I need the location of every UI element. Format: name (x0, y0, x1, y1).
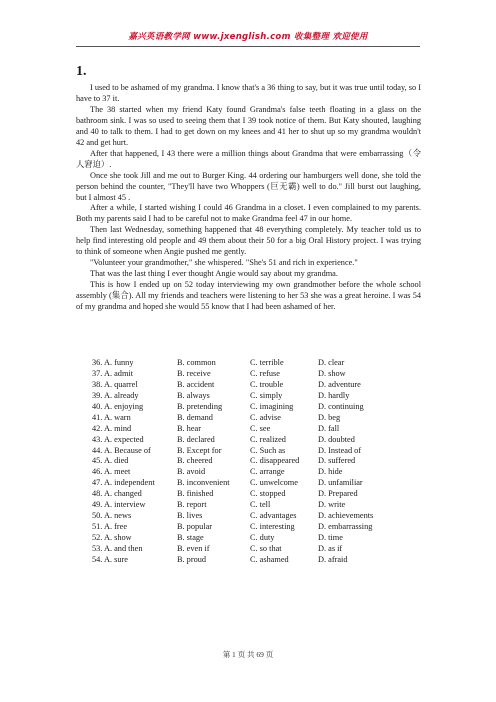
option-a: 47. A. independent (92, 478, 155, 488)
option-d: D. embarrassing (318, 522, 373, 532)
option-row (92, 435, 422, 446)
option-c: C. see (250, 423, 271, 433)
option-c: C. simply (250, 390, 283, 400)
option-c: C. disappeared (250, 456, 300, 466)
option-c: C. arrange (250, 467, 285, 477)
passage-paragraph: Once she took Jill and me out to Burger King. 44 ordering our hamburgers well done, she told the person behind the counter, "They'll have two Whoppers (巨无霸) well to do." Jill burst out laughing, but I almost 45 . (76, 170, 421, 202)
question-number: 1. (76, 64, 87, 79)
header-divider (76, 46, 420, 47)
option-c: C. tell (250, 500, 271, 510)
option-d: D. hardly (318, 390, 350, 400)
option-b: B. stage (177, 533, 204, 542)
option-row (92, 358, 422, 369)
option-c: C. refuse (250, 368, 280, 378)
passage-paragraph: Then last Wednesday, something happened that 48 everything completely. My teacher told us to help find interesting old people and 49 them about their 50 for a big Oral History project. I was trying to think of someone when Angie pushed me gently. (76, 225, 421, 257)
option-row (92, 511, 422, 522)
option-row (92, 402, 422, 413)
option-c: C. imagining (250, 401, 294, 411)
option-row (92, 369, 422, 380)
option-b: B. proud (177, 554, 207, 564)
option-a: 51. A. free (92, 522, 128, 532)
option-a: 53. A. and then (92, 543, 143, 553)
option-a: 46. A. meet (92, 467, 131, 477)
option-d: D. unfamiliar (318, 478, 363, 488)
option-b: B. common (177, 358, 216, 367)
option-d: D. as if (318, 543, 343, 553)
option-b: B. report (177, 500, 207, 510)
option-c: C. advise (250, 412, 281, 422)
option-c: C. advantages (250, 511, 297, 521)
option-b: B. pretending (177, 401, 223, 411)
passage-paragraph: After a while, I started wishing I could 46 Grandma in a closet. I even complained to my parents. Both my parents said I had to be careful not to make Grandma feel 47 in our home. (76, 203, 421, 224)
option-a: 43. A. expected (92, 434, 144, 444)
option-b: B. always (177, 390, 210, 400)
option-a: 40. A. enjoying (92, 401, 144, 411)
option-a: 49. A. interview (92, 500, 146, 510)
option-b: B. declared (177, 434, 215, 444)
option-a: 38. A. quarrel (92, 379, 138, 389)
option-b: B. accident (177, 379, 215, 389)
option-c: C. interesting (250, 522, 295, 532)
option-d: D. achievements (318, 511, 374, 521)
option-d: D. clear (318, 358, 345, 367)
option-row (92, 424, 422, 435)
option-b: B. cheered (177, 456, 213, 466)
option-c: C. so that (250, 543, 282, 553)
option-row (92, 413, 422, 424)
option-row (92, 391, 422, 402)
option-b: B. finished (177, 489, 214, 499)
option-c: C. ashamed (250, 554, 289, 564)
option-b: B. popular (177, 522, 213, 532)
option-c: C. trouble (250, 379, 284, 389)
option-c: C. duty (250, 533, 275, 542)
option-a: 50. A. news (92, 511, 132, 521)
option-d: D. fall (318, 423, 340, 433)
option-row (92, 478, 422, 489)
option-row (92, 522, 422, 533)
option-a: 45. A. died (92, 456, 129, 466)
option-a: 41. A. warn (92, 412, 131, 422)
passage-paragraph: The 38 started when my friend Katy found Grandma's false teeth floating in a glass on the bathroom sink. I was so used to seeing them that I 39 took notice of them. But Katy shouted, laughing and 40 to talk to them. I had to get down on my knees and 41 her to shut up so my grandma wouldn't 42 and get hurt. (76, 104, 421, 147)
option-d: D. afraid (318, 554, 348, 564)
option-c: C. Such as (250, 445, 286, 455)
option-row (92, 489, 422, 500)
option-d: D. hide (318, 467, 343, 477)
option-a: 48. A. changed (92, 489, 142, 499)
option-a: 39. A. already (92, 390, 139, 400)
option-a: 44. A. Because of (92, 445, 151, 455)
option-d: D. Instead of (318, 445, 362, 455)
option-a: 54. A. sure (92, 554, 128, 564)
option-a: 42. A. mind (92, 423, 132, 433)
option-b: B. demand (177, 412, 213, 422)
option-c: C. unwelcome (250, 478, 298, 488)
reading-passage (76, 83, 421, 313)
option-d: D. write (318, 500, 346, 510)
option-a: 37. A. admit (92, 368, 134, 378)
option-row (92, 555, 422, 566)
passage-paragraph: "Volunteer your grandmother," she whispered. "She's 51 and rich in experience." (90, 258, 358, 268)
option-b: B. avoid (177, 467, 206, 477)
option-row (92, 456, 422, 467)
passage-paragraph: This is how I ended up on 52 today interviewing my own grandmother before the whole school assembly (集合). All my friends and teachers were listening to her 53 she was a great heroine. I was 54 of my grandma and hoped she would 55 know that I had been ashamed of her. (76, 280, 421, 312)
option-b: B. Except for (177, 445, 222, 455)
option-d: D. suffered (318, 456, 356, 466)
passage-paragraph: I used to be ashamed of my grandma. I know that's a 36 thing to say, but it was true until today, so I have to 37 it. (76, 83, 421, 103)
option-row (92, 500, 422, 511)
option-d: D. time (318, 533, 343, 542)
option-b: B. lives (177, 511, 203, 521)
option-row (92, 533, 422, 544)
passage-paragraph: That was the last thing I ever thought Angie would say about my grandma. (90, 269, 338, 279)
option-d: D. beg (318, 412, 341, 422)
option-b: B. hear (177, 423, 201, 433)
page-footer: 第 1 页 共 69 页 (222, 650, 274, 659)
passage-paragraph: After that happened, I 43 there were a million things about Grandma that were embarrassing（令人窘迫）. (76, 148, 421, 169)
option-b: B. inconvenient (177, 478, 230, 488)
option-row (92, 467, 422, 478)
option-b: B. even if (177, 543, 210, 553)
option-c: C. terrible (250, 358, 284, 367)
option-row (92, 380, 422, 391)
option-c: C. stopped (250, 489, 286, 499)
option-d: D. adventure (318, 379, 361, 389)
option-d: D. continuing (318, 401, 364, 411)
option-d: D. Prepared (318, 489, 358, 499)
option-a: 36. A. funny (92, 358, 134, 367)
option-b: B. receive (177, 368, 211, 378)
option-row (92, 446, 422, 457)
option-c: C. realized (250, 434, 286, 444)
answer-options-list (92, 358, 422, 566)
option-d: D. show (318, 368, 346, 378)
option-d: D. doubted (318, 434, 355, 444)
option-row (92, 544, 422, 555)
page-header: 嘉兴英语教学网 www.jxenglish.com 收集整理 欢迎使用 (128, 32, 368, 42)
option-a: 52. A. show (92, 533, 132, 542)
